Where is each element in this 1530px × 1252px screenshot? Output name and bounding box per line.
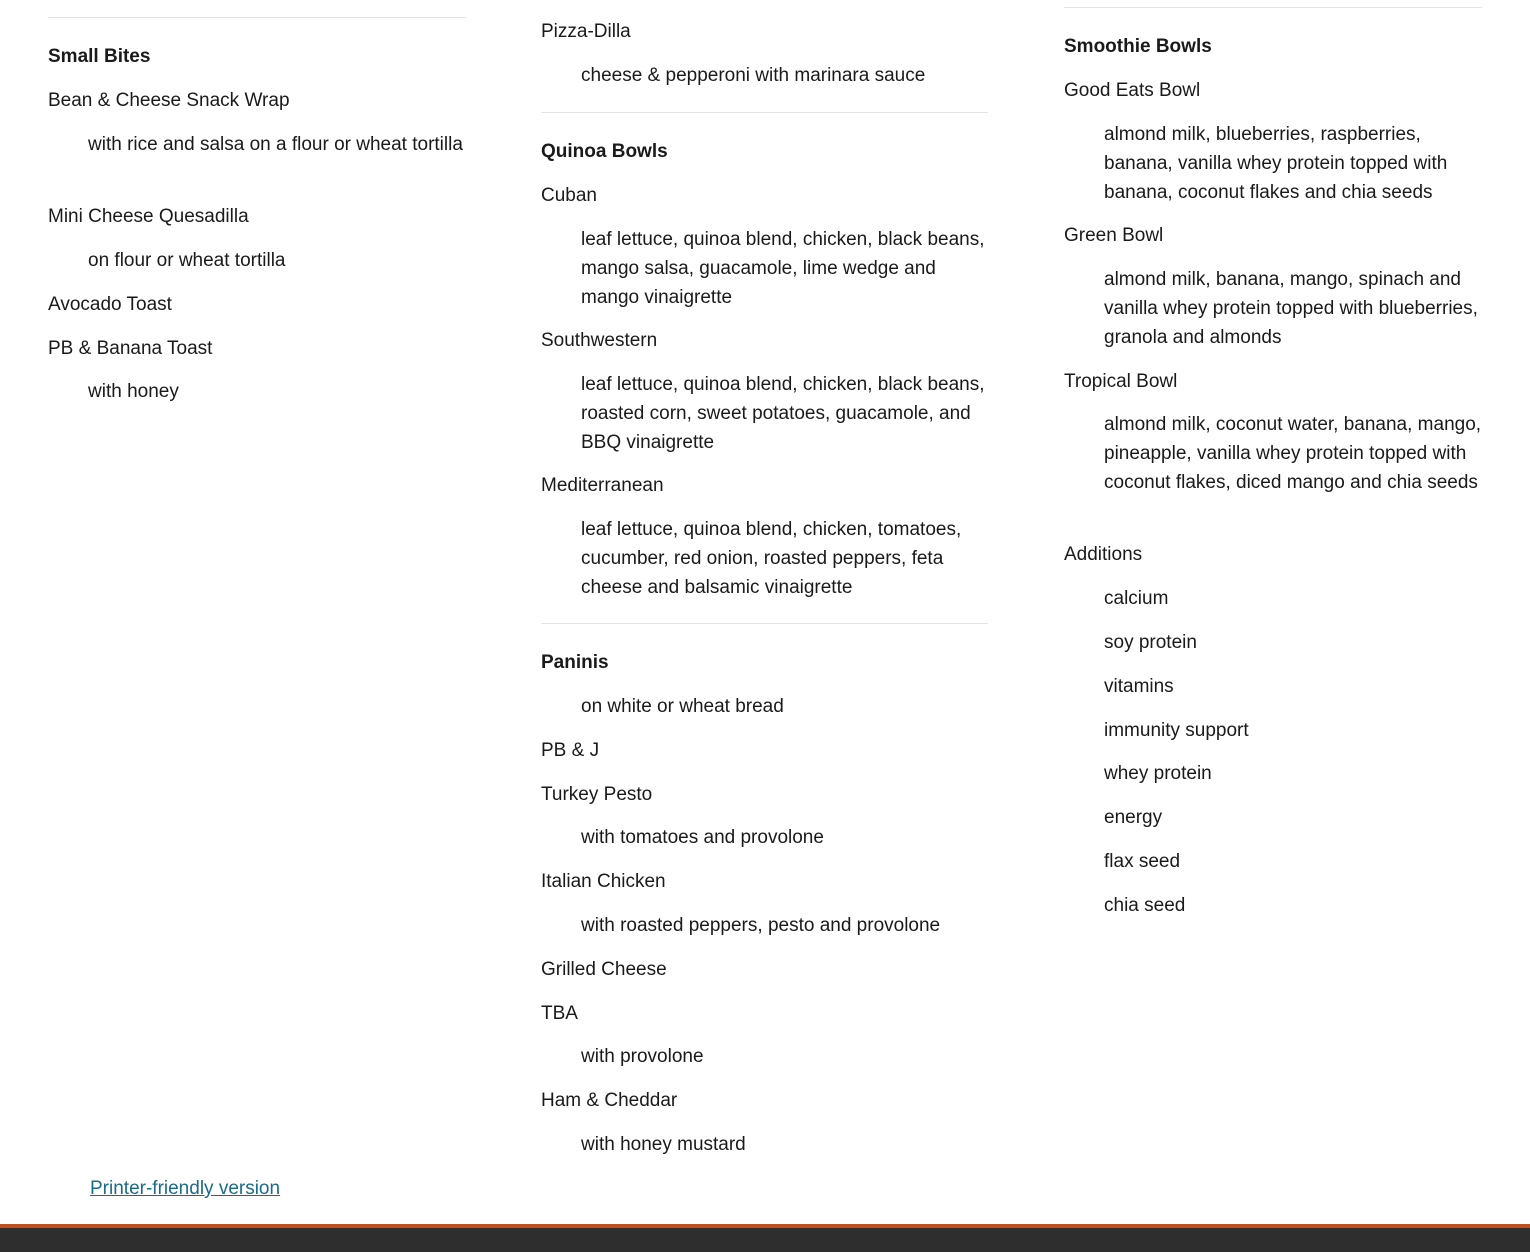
menu-item-description: with provolone	[581, 1046, 704, 1067]
additions-label: Additions	[1064, 544, 1143, 565]
menu-item-description: leaf lettuce, quinoa blend, chicken, black beans, roasted corn, sweet potatoes, guacamole, and BBQ vinaigrette	[581, 374, 985, 453]
menu-item-description: leaf lettuce, quinoa blend, chicken, black beans, mango salsa, guacamole, lime wedge and mango vinaigrette	[581, 229, 985, 308]
section-heading-paninis: Paninis	[541, 652, 609, 673]
menu-item-name: Avocado Toast	[48, 294, 172, 315]
menu-item-name: Pizza-Dilla	[541, 21, 631, 42]
menu-item-name: PB & Banana Toast	[48, 338, 213, 359]
menu-item-name: Tropical Bowl	[1064, 371, 1178, 392]
menu-item-description: almond milk, coconut water, banana, mango, pineapple, vanilla whey protein topped with coconut flakes, diced mango and chia seeds	[1104, 414, 1482, 493]
menu-item-name: Mini Cheese Quesadilla	[48, 206, 249, 227]
section-heading-quinoa-bowls: Quinoa Bowls	[541, 141, 668, 162]
page-footer	[0, 1224, 1530, 1252]
menu-item-name: Southwestern	[541, 330, 658, 351]
section-divider	[48, 17, 466, 18]
printer-friendly-link[interactable]: Printer-friendly version	[90, 1178, 281, 1199]
addition-item: chia seed	[1104, 895, 1186, 916]
section-heading-small-bites: Small Bites	[48, 46, 151, 67]
addition-item: flax seed	[1104, 851, 1181, 872]
menu-item-name: TBA	[541, 1003, 578, 1024]
section-intro: on white or wheat bread	[581, 696, 784, 717]
section-divider	[541, 112, 988, 113]
menu-item-name: Grilled Cheese	[541, 959, 667, 980]
menu-item-description: with roasted peppers, pesto and provolone	[581, 915, 941, 936]
menu-item-name: Green Bowl	[1064, 225, 1164, 246]
menu-item-description: with rice and salsa on a flour or wheat tortilla	[88, 134, 463, 155]
menu-item-description: almond milk, blueberries, raspberries, banana, vanilla whey protein topped with banana, coconut flakes and chia seeds	[1104, 124, 1448, 203]
menu-item-description: leaf lettuce, quinoa blend, chicken, tomatoes, cucumber, red onion, roasted peppers, feta cheese and balsamic vinaigrette	[581, 519, 962, 598]
menu-item-name: Turkey Pesto	[541, 784, 653, 805]
addition-item: energy	[1104, 807, 1163, 828]
menu-item-description: with honey	[88, 381, 179, 402]
menu-item-name: Cuban	[541, 185, 597, 206]
menu-item-name: Good Eats Bowl	[1064, 80, 1201, 101]
menu-item-description: on flour or wheat tortilla	[88, 250, 286, 271]
section-heading-smoothie-bowls: Smoothie Bowls	[1064, 36, 1212, 57]
addition-item: calcium	[1104, 588, 1169, 609]
section-divider	[541, 623, 988, 624]
menu-item-name: Ham & Cheddar	[541, 1090, 678, 1111]
addition-item: vitamins	[1104, 676, 1174, 697]
menu-item-description: with tomatoes and provolone	[581, 827, 824, 848]
menu-item-name: Bean & Cheese Snack Wrap	[48, 90, 290, 111]
menu-item-name: PB & J	[541, 740, 600, 761]
menu-item-description: with honey mustard	[581, 1134, 746, 1155]
menu-item-description: cheese & pepperoni with marinara sauce	[581, 65, 926, 86]
section-divider	[1064, 7, 1482, 8]
addition-item: soy protein	[1104, 632, 1197, 653]
addition-item: whey protein	[1104, 763, 1212, 784]
menu-item-name: Mediterranean	[541, 475, 664, 496]
menu-item-name: Italian Chicken	[541, 871, 666, 892]
addition-item: immunity support	[1104, 720, 1249, 741]
menu-item-description: almond milk, banana, mango, spinach and vanilla whey protein topped with blueberries, granola and almonds	[1104, 269, 1478, 348]
